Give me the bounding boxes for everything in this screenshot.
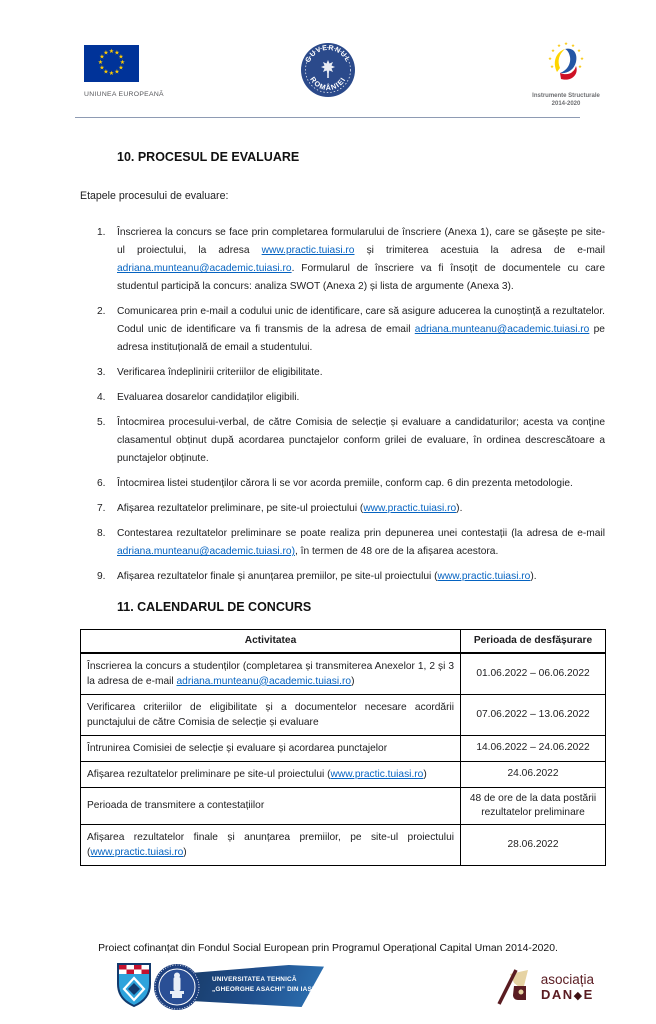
period-cell: 28.06.2022 [461, 824, 606, 865]
table-header-period: Perioada de desfășurare [461, 630, 606, 653]
structural-instruments-logo [530, 40, 602, 108]
text-segment: Contestarea rezultatelor preliminare se poate realiza prin depunerea unei contestații (la adresa de e-mail [117, 528, 605, 539]
svg-text:★: ★ [108, 48, 115, 55]
text-segment: . Formularul de înscriere va fi însoțit de documentele cu care studentul participă la concurs: analiza SWOT (Anexa 2) și lista de argumente (Anexa 3). [117, 263, 605, 292]
period-cell: 07.06.2022 – 13.06.2022 [461, 694, 606, 735]
step-number: 4. [97, 392, 106, 403]
step-number: 5. [97, 417, 106, 428]
svg-text:★: ★ [577, 65, 583, 70]
text-segment: Întocmirea procesului-verbal, de către Comisia de selecție și evaluare a candidaturilor; acesta va conține clasamentul obținut după acordarea punctajelor conform grilei de evaluare, în ordinea descrescătoare a punctajelor obținute. [117, 417, 605, 464]
structural-instruments-label-line1: Instrumente Structurale [532, 93, 600, 99]
table-row [81, 653, 606, 695]
hyperlink[interactable]: www.practic.tuiasi.ro [437, 571, 531, 582]
government-seal-logo [300, 42, 356, 103]
step-text [117, 525, 605, 561]
text-segment: ). [530, 571, 537, 582]
eu-flag-icon [84, 45, 139, 82]
svg-text:★: ★ [114, 49, 120, 57]
activity-cell [81, 787, 461, 824]
period-cell: 24.06.2022 [461, 761, 606, 787]
calendar-table [80, 629, 606, 866]
step-number: 9. [97, 571, 106, 582]
step-text [117, 568, 605, 586]
svg-text:★: ★ [556, 44, 562, 49]
svg-text:★: ★ [550, 49, 556, 54]
hyperlink[interactable]: adriana.munteanu@academic.tuiasi.ro [117, 263, 292, 274]
step-number: 3. [97, 367, 106, 378]
activity-cell [81, 824, 461, 865]
svg-text:★: ★ [549, 65, 555, 70]
structural-instruments-icon [544, 40, 588, 86]
step-number: 8. [97, 528, 106, 539]
hyperlink[interactable]: www.practic.tuiasi.ro [261, 245, 355, 256]
association-name [541, 972, 594, 1002]
svg-text:★: ★ [576, 49, 582, 54]
text-segment: Afișarea rezultatelor preliminare, pe site-ul proiectului ( [117, 503, 364, 514]
association-name-line2 [541, 987, 594, 1002]
svg-text:★: ★ [547, 57, 553, 62]
text-segment: ). [456, 503, 463, 514]
text-segment: Verificarea criteriilor de eligibilitate și a documentelor necesare acordării punctajului de către Comisia de selecție și evaluare [87, 701, 454, 728]
svg-text:★: ★ [103, 68, 109, 76]
process-step [80, 364, 605, 382]
text-segment: Afișarea rezultatelor finale și anunțarea premiilor, pe site-ul proiectului ( [117, 571, 438, 582]
process-step [80, 568, 605, 586]
process-step [80, 389, 605, 407]
step-number: 7. [97, 503, 106, 514]
process-step [80, 525, 605, 561]
association-logo [496, 966, 594, 1008]
step-number: 6. [97, 478, 106, 489]
dancer-glyph-icon: ◆ [573, 990, 584, 1002]
period-cell: 01.06.2022 – 06.06.2022 [461, 653, 606, 695]
svg-text:★: ★ [118, 53, 124, 61]
university-seal-icon [153, 963, 201, 1011]
table-row [81, 787, 606, 824]
activity-cell [81, 735, 461, 761]
text-segment: ) [183, 846, 187, 858]
svg-text:★: ★ [570, 44, 576, 49]
table-row [81, 761, 606, 787]
eu-flag-logo [84, 45, 164, 98]
svg-text:★: ★ [114, 68, 120, 76]
government-seal-icon [300, 42, 356, 98]
svg-text:★: ★ [119, 59, 126, 66]
page-header [0, 0, 656, 128]
university-logo [116, 959, 328, 1015]
text-segment: Afișarea rezultatelor preliminare pe site-ul proiectului ( [87, 768, 331, 780]
gov-seal-top-text: GUVERNUL [302, 42, 354, 64]
step-text [117, 414, 605, 468]
period-cell: 14.06.2022 – 24.06.2022 [461, 735, 606, 761]
university-shield-icon [116, 962, 152, 1008]
association-name-line1: asociația [540, 972, 594, 987]
svg-text:★: ★ [99, 53, 105, 61]
text-segment: și trimiterea acestuia la adresa de e-mail [354, 245, 605, 256]
eu-flag-label: UNIUNEA EUROPEANĂ [84, 91, 164, 98]
intro-text: Etapele procesului de evaluare: [80, 190, 229, 202]
step-text [117, 224, 605, 296]
text-segment: ) [351, 675, 355, 687]
text-segment: ) [423, 768, 427, 780]
svg-text:★: ★ [563, 42, 569, 47]
svg-text:★: ★ [118, 64, 124, 72]
hyperlink[interactable]: adriana.munteanu@academic.tuiasi.ro [176, 675, 352, 687]
svg-text:★: ★ [108, 70, 115, 77]
step-text [117, 500, 605, 518]
funding-note: Proiect cofinanțat din Fondul Social European prin Programul Operațional Capital Uman 2014-2020. [98, 943, 558, 954]
step-number: 1. [97, 227, 106, 238]
text-segment: Evaluarea dosarelor candidaților eligibili. [117, 392, 300, 403]
header-divider [75, 117, 580, 118]
table-row [81, 694, 606, 735]
hyperlink[interactable]: www.practic.tuiasi.ro [330, 768, 424, 780]
process-step [80, 500, 605, 518]
svg-text:★: ★ [99, 64, 105, 72]
text-segment: Înscrierea la concurs a studenților (completarea și transmiterea Anexelor 1, 2 și 3 la adresa de e-mail [87, 660, 454, 687]
activity-cell [81, 653, 461, 695]
table-row [81, 735, 606, 761]
hyperlink[interactable]: adriana.munteanu@academic.tuiasi.ro [414, 324, 590, 335]
association-name-pre: DAN [540, 987, 574, 1002]
section-11-heading: 11. CALENDARUL DE CONCURS [117, 600, 312, 614]
step-number: 2. [97, 306, 106, 317]
text-segment: Comunicarea prin e-mail a codului unic de identificare, care să asigure aducerea la cunoștință a rezultatelor. Codul unic de identificare va fi transmis de la adresa de email [117, 306, 605, 335]
process-step [80, 475, 605, 493]
gov-seal-bottom-text: ROMÂNIEI [308, 75, 348, 93]
structural-instruments-label-line2: 2014-2020 [551, 101, 581, 108]
step-text [117, 303, 605, 357]
process-step [80, 224, 605, 296]
process-step [80, 414, 605, 468]
hyperlink[interactable]: www.practic.tuiasi.ro [363, 503, 457, 514]
step-text [117, 389, 605, 407]
process-step [80, 303, 605, 357]
table-header-row [81, 630, 606, 653]
association-mark-icon [496, 966, 532, 1008]
hyperlink[interactable]: adriana.munteanu@academic.tuiasi.ro) [117, 546, 295, 557]
text-segment: pe adresa instituțională de email a studentului. [117, 324, 605, 353]
activity-cell [81, 694, 461, 735]
footer-logos [116, 958, 594, 1016]
university-name [212, 975, 314, 995]
text-segment: Perioada de transmitere a contestațiilor [87, 800, 265, 811]
text-segment: , în termen de 48 ore de la afișarea acestora. [294, 546, 499, 557]
document-body [0, 150, 656, 866]
text-segment: Întocmirea listei studenților cărora li se vor acorda premiile, conform cap. 6 din prezenta metodologie. [117, 478, 573, 489]
text-segment: Înscrierea la concurs se face prin completarea formularului de înscriere (Anexa 1), care se găsește pe site-ul proiectului, la adresa [117, 227, 605, 256]
text-segment: Întrunirea Comisiei de selecție și evaluare și acordarea punctajelor [87, 742, 388, 754]
association-name-post: E [583, 987, 594, 1002]
step-text [117, 364, 605, 382]
step-text [117, 475, 605, 493]
table-row [81, 824, 606, 865]
svg-text:★: ★ [579, 57, 585, 62]
svg-text:★: ★ [103, 49, 109, 57]
text-segment: Verificarea îndeplinirii criteriilor de eligibilitate. [117, 367, 323, 378]
activity-cell [81, 761, 461, 787]
hyperlink[interactable]: www.practic.tuiasi.ro [90, 846, 184, 858]
university-name-line2: „GHEORGHE ASACHI” DIN IAȘI [212, 985, 314, 993]
section-10-heading: 10. PROCESUL DE EVALUARE [117, 150, 300, 164]
process-steps-list [80, 224, 605, 586]
svg-text:★: ★ [97, 59, 104, 66]
university-name-line1: UNIVERSITATEA TEHNICĂ [212, 976, 297, 983]
text-segment: Afișarea rezultatelor finale și anunțarea premiilor, pe site-ul proiectului ( [87, 831, 454, 858]
table-header-activity: Activitatea [81, 630, 461, 653]
structural-instruments-label [530, 92, 602, 108]
period-cell: 48 de ore de la data postării rezultatelor preliminare [461, 787, 606, 824]
